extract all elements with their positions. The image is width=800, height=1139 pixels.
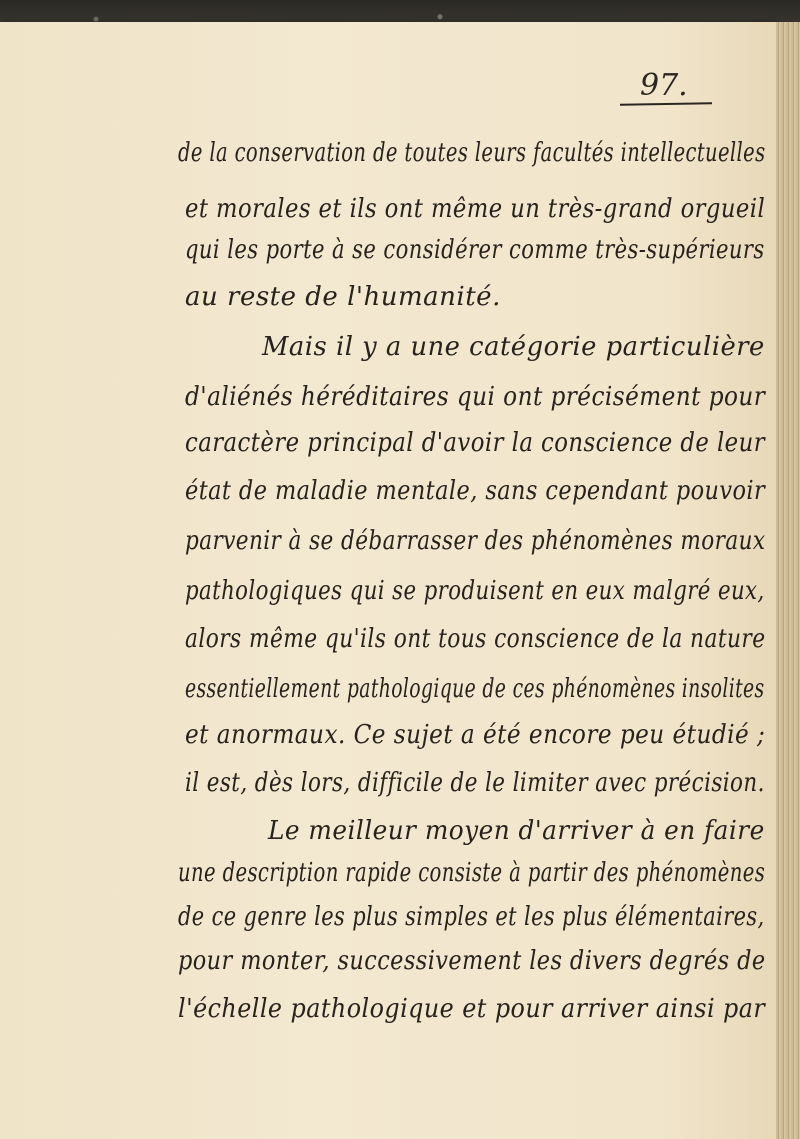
text-line: pour monter, successivement les divers degrés de: [178, 946, 766, 976]
text-line: de ce genre les plus simples et les plus élémentaires,: [178, 902, 765, 932]
text-line: une description rapide consiste à partir des phénomènes: [178, 858, 766, 888]
text-line: Le meilleur moyen d'arriver à en faire: [268, 816, 765, 846]
text-line: d'aliénés héréditaires qui ont précisément pour: [185, 382, 766, 412]
text-line: état de maladie mentale, sans cependant pouvoir: [185, 476, 766, 506]
page-number: 97.: [640, 68, 688, 103]
page-stack-edges: [776, 22, 800, 1139]
text-line: alors même qu'ils ont tous conscience de la nature: [185, 624, 766, 654]
text-line: il est, dès lors, difficile de le limiter avec précision.: [185, 768, 765, 798]
text-line: essentiellement pathologique de ces phénomènes insolites: [185, 674, 765, 704]
text-line: parvenir à se débarrasser des phénomènes moraux: [185, 526, 766, 556]
text-line: pathologiques qui se produisent en eux malgré eux,: [185, 576, 765, 606]
text-line: Mais il y a une catégorie particulière: [262, 332, 765, 362]
text-line: au reste de l'humanité.: [185, 282, 501, 312]
text-line: et anormaux. Ce sujet a été encore peu étudié ;: [185, 720, 766, 750]
text-line: qui les porte à se considérer comme très-supérieurs: [185, 235, 765, 265]
text-line: caractère principal d'avoir la conscience de leur: [185, 428, 766, 458]
text-line: et morales et ils ont même un très-grand orgueil: [185, 194, 766, 224]
text-line: l'échelle pathologique et pour arriver ainsi par: [178, 994, 766, 1024]
text-line: de la conservation de toutes leurs facultés intellectuelles: [178, 138, 766, 168]
